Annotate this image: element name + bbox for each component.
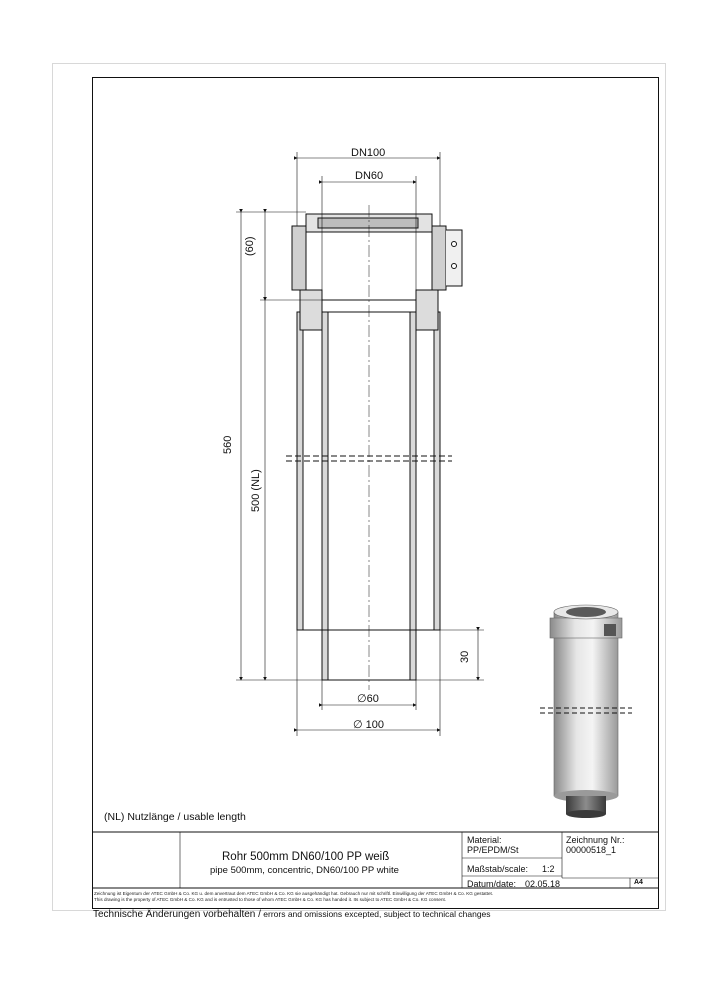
socket-left — [292, 226, 306, 290]
dim-dn60: DN60 — [355, 170, 384, 182]
date-label: Datum/date: — [467, 879, 517, 889]
title-de: Rohr 500mm DN60/100 PP weiß — [222, 851, 390, 863]
ownership-notice-en: This drawing is the property of ATEC GmbH & Co. KG and is entrusted to those of whom ATEC GmbH & Co. KG has handed it. Its subject to ATEC GmbH & Co. KG consent. — [94, 897, 447, 902]
dim-socket-height: (60) — [244, 236, 256, 256]
sheet-format: A4 — [634, 879, 643, 886]
dim-overall-length: 560 — [222, 435, 234, 454]
socket-right — [432, 226, 446, 290]
footer-note — [93, 909, 491, 920]
pipe-section — [286, 205, 462, 690]
inner-wall-right — [410, 312, 416, 680]
dim-dn100: DN100 — [351, 147, 386, 159]
date-value: 02.05.18 — [525, 879, 561, 889]
dim-diameter-100: ∅ 100 — [353, 719, 384, 731]
ownership-notice-de: Zeichnung ist Eigentum der ATEC GmbH & Co. KG u. dem anvertraut dem ATEC GmbH & Co. KG sie ausgehändigt hat. Gebrauch nur mit schriftl. Einwilligung der ATEC GmbH & Co. KG gestattet. — [94, 891, 494, 896]
drawing-no-label: Zeichnung Nr.: — [566, 835, 625, 845]
material-label: Material: — [467, 835, 502, 845]
seal-ring — [318, 218, 418, 228]
footer-de: Technische Änderungen vorbehalten / — [93, 909, 261, 920]
title-en: pipe 500mm, concentric, DN60/100 PP white — [210, 865, 399, 876]
dim-diameter-60: ∅60 — [357, 693, 379, 705]
outer-wall-left — [297, 312, 303, 630]
material-value: PP/EPDM/St — [467, 845, 519, 855]
pipe-3d-illustration — [540, 605, 632, 818]
footer-en: errors and omissions excepted, subject to technical changes — [260, 909, 491, 919]
dim-usable-length: 500 (NL) — [250, 469, 262, 512]
inner-wall-left — [322, 312, 328, 680]
outer-wall-right — [434, 312, 440, 630]
scale-value: 1:2 — [542, 864, 555, 874]
dim-inner-protrusion: 30 — [459, 650, 471, 663]
drawing-no-value: 00000518_1 — [566, 845, 617, 855]
legend-note: (NL) Nutzlänge / usable length — [104, 811, 246, 823]
scale-label: Maßstab/scale: — [467, 864, 529, 874]
clamp-bracket — [446, 230, 462, 286]
